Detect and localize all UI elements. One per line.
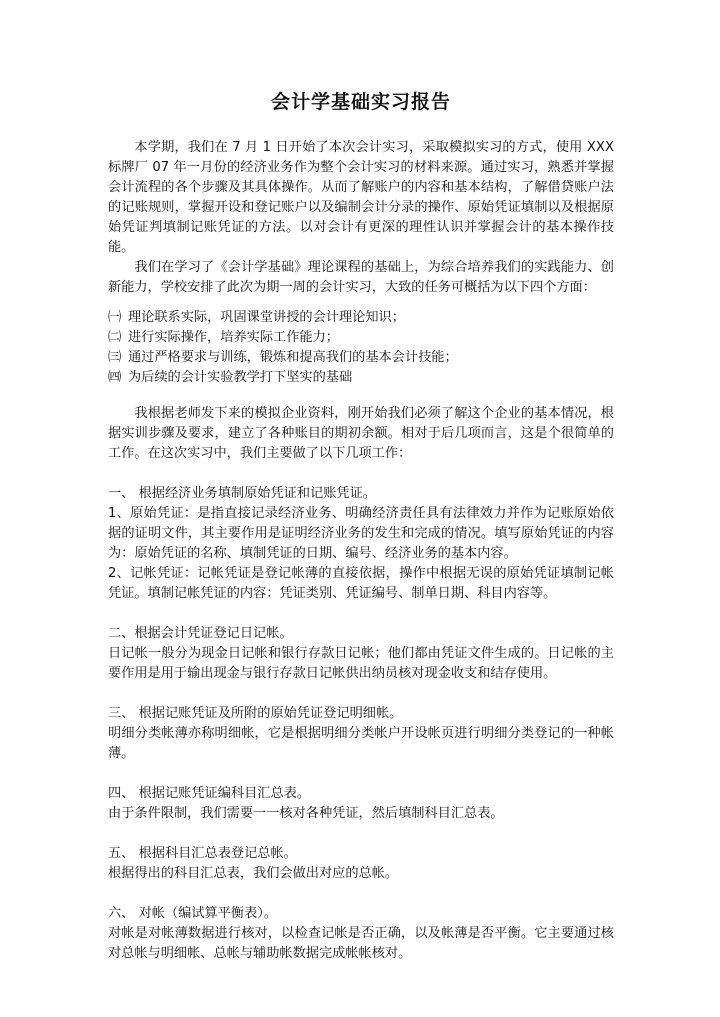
list-item <box>108 368 614 388</box>
intro-paragraph-2: 我们在学习了《会计学基础》理论课程的基础上，为综合培养我们的实践能力、创新能力，学校安排了此次为期一周的会计实习，大致的任务可概括为以下四个方面： <box>108 260 614 295</box>
list-item <box>108 328 614 348</box>
document-title: 会计学基础实习报告 <box>270 91 451 113</box>
section-heading: 五、 根据科目汇总表登记总帐。 <box>108 846 297 861</box>
aims-list <box>108 308 614 388</box>
list-text: 通过严格要求与训练，锻炼和提高我们的基本会计技能； <box>128 350 458 365</box>
list-number: ㈠ <box>108 310 122 325</box>
section-body: 1、原始凭证：是指直接记录经济业务、明确经济责任具有法律效力并作为记账原始依据的证明文件，其主要作用是证明经济业务的发生和完成的情况。填写原始凭证的内容为：原始凭证的名称、填制凭证的日期、编号、经济业务的基本内容。 <box>108 506 614 561</box>
work-intro-paragraph: 我根据老师发下来的模拟企业资料，刚开始我们必须了解这个企业的基本情况，根据实训步骤及要求，建立了各种账目的期初余额。相对于后几项而言，这是个很简单的工作。在这次实习中，我们主要做了以下几项工作： <box>108 406 614 461</box>
section-heading: 四、 根据记账凭证编科目汇总表。 <box>108 786 311 801</box>
list-number: ㈣ <box>108 370 122 385</box>
list-text: 为后续的会计实验教学打下坚实的基础 <box>128 370 353 385</box>
section-body: 明细分类帐薄亦称明细帐，它是根据明细分类帐户开设帐页进行明细分类登记的一种帐薄。 <box>108 726 614 761</box>
section-heading: 六、 对帐（编试算平衡表）。 <box>108 906 278 921</box>
list-text: 进行实际操作，培养实际工作能力； <box>128 330 339 345</box>
section-body: 对帐是对帐薄数据进行核对，以检查记帐是否正确，以及帐薄是否平衡。它主要通过核对总帐与明细帐、总帐与辅助帐数据完成帐帐核对。 <box>108 926 614 961</box>
list-item <box>108 308 614 328</box>
document-page <box>108 88 614 964</box>
intro-paragraph-1: 本学期，我们在 7 月 1 日开始了本次会计实习，采取模拟实习的方式，使用 XXX 标牌厂 07 年一月份的经济业务作为整个会计实习的材料来源。通过实习，熟悉并掌握会计流程的各个步骤及其具体操作。从而了解账户的内容和基本结构，了解借贷账户法的记账规则，掌握开设和登记账户以及编制会计分录的操作、原始凭证填制以及根据原始凭证判填制记账凭证的方法。以对会计有更深的理性认识并掌握会计的基本操作技能。 <box>108 140 614 255</box>
section-body: 由于条件限制，我们需要一一核对各种凭证，然后填制科目汇总表。 <box>108 806 504 821</box>
section-heading: 二、根据会计凭证登记日记帐。 <box>108 626 293 641</box>
section-body: 2、记帐凭证：记帐凭证是登记帐薄的直接依据，操作中根据无误的原始凭证填制记帐凭证。填制记帐凭证的内容：凭证类别、凭证编号、制单日期、科目内容等。 <box>108 566 614 601</box>
list-item <box>108 348 614 368</box>
list-text: 理论联系实际，巩固课堂讲授的会计理论知识； <box>128 310 405 325</box>
section-heading: 三、 根据记账凭证及所附的原始凭证登记明细帐。 <box>108 706 403 721</box>
section-body: 日记帐一般分为现金日记帐和银行存款日记帐；他们都由凭证文件生成的。日记帐的主要作用是用于输出现金与银行存款日记帐供出纳员核对现金收支和结存使用。 <box>108 646 614 681</box>
section-heading: 一、 根据经济业务填制原始凭证和记账凭证。 <box>108 486 376 501</box>
list-number: ㈡ <box>108 330 122 345</box>
list-number: ㈢ <box>108 350 122 365</box>
section-body: 根据得出的科目汇总表，我们会做出对应的总帐。 <box>108 866 399 881</box>
